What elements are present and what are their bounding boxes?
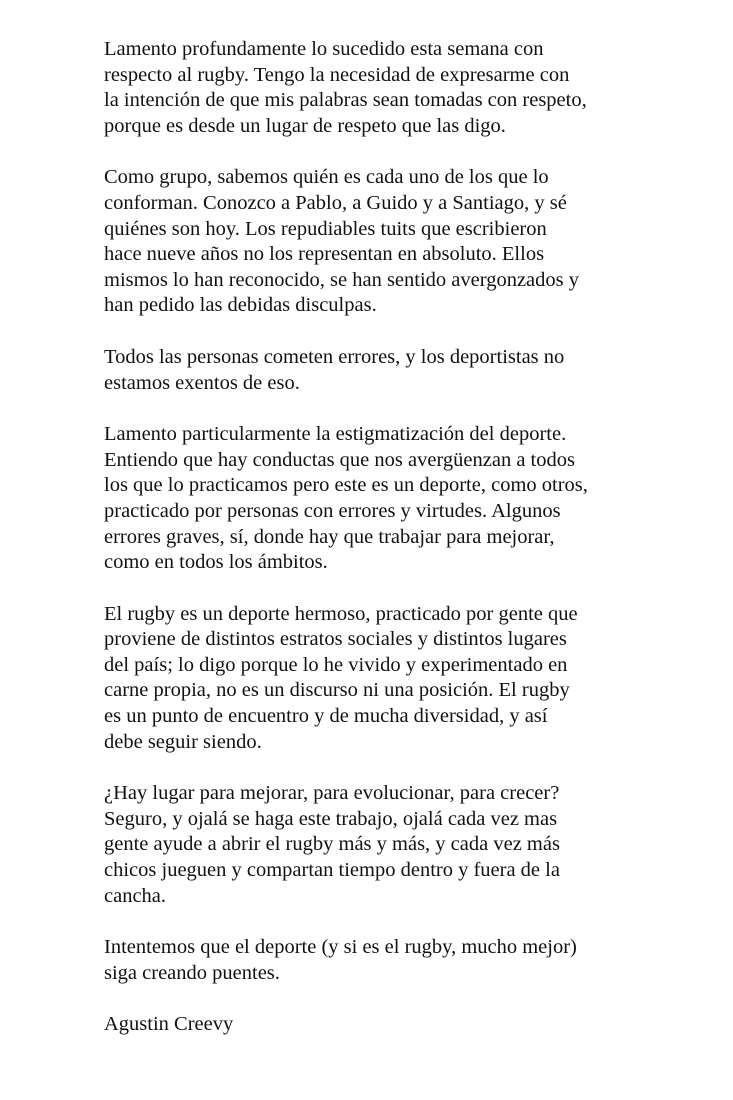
text-line: gente ayude a abrir el rugby más y más, y cada vez más: [104, 833, 560, 856]
paragraph-4: [104, 422, 704, 576]
text-line: quiénes son hoy. Los repudiables tuits que escribieron: [104, 217, 547, 240]
text-line: errores graves, sí, donde hay que trabajar para mejorar,: [104, 525, 555, 548]
text-line: estamos exentos de eso.: [104, 371, 300, 394]
text-line: los que lo practicamos pero este es un deporte, como otros,: [104, 474, 588, 497]
text-line: han pedido las debidas disculpas.: [104, 294, 377, 317]
paragraph-5: [104, 602, 704, 756]
text-line: ¿Hay lugar para mejorar, para evolucionar, para crecer?: [104, 782, 560, 805]
text-line: Como grupo, sabemos quién es cada uno de los que lo: [104, 166, 549, 189]
letter-document: [104, 37, 704, 1038]
paragraph-3: [104, 345, 704, 396]
text-line: El rugby es un deporte hermoso, practicado por gente que: [104, 602, 578, 625]
text-line: carne propia, no es un discurso ni una posición. El rugby: [104, 679, 570, 702]
text-line: proviene de distintos estratos sociales y distintos lugares: [104, 628, 567, 651]
text-line: porque es desde un lugar de respeto que las digo.: [104, 114, 506, 137]
text-line: debe seguir siendo.: [104, 730, 262, 753]
text-line: cancha.: [104, 884, 167, 907]
text-line: Lamento particularmente la estigmatización del deporte.: [104, 423, 567, 446]
text-line: hace nueve años no los representan en absoluto. Ellos: [104, 243, 545, 266]
text-line: respecto al rugby. Tengo la necesidad de expresarme con: [104, 63, 570, 86]
text-line: del país; lo digo porque lo he vivido y experimentado en: [104, 653, 568, 676]
text-line: chicos jueguen y compartan tiempo dentro y fuera de la: [104, 859, 560, 882]
signature: [104, 1012, 704, 1038]
text-line: practicado por personas con errores y virtudes. Algunos: [104, 499, 561, 522]
text-line: Entiendo que hay conductas que nos avergüenzan a todos: [104, 448, 575, 471]
text-line: Lamento profundamente lo sucedido esta semana con: [104, 38, 544, 60]
text-line: la intención de que mis palabras sean tomadas con respeto,: [104, 89, 587, 112]
paragraph-6: [104, 781, 704, 909]
paragraph-7: [104, 935, 704, 986]
text-line: mismos lo han reconocido, se han sentido avergonzados y: [104, 268, 580, 291]
text-line: como en todos los ámbitos.: [104, 551, 328, 574]
text-line: Todos las personas cometen errores, y los deportistas no: [104, 345, 565, 368]
paragraph-2: [104, 165, 704, 319]
text-line: es un punto de encuentro y de mucha diversidad, y así: [104, 705, 548, 728]
text-line: Seguro, y ojalá se haga este trabajo, ojalá cada vez mas: [104, 807, 558, 830]
signature-name: Agustin Creevy: [104, 1013, 234, 1036]
text-line: Intentemos que el deporte (y si es el rugby, mucho mejor): [104, 936, 577, 959]
text-line: conforman. Conozco a Pablo, a Guido y a Santiago, y sé: [104, 191, 567, 214]
paragraph-1: [104, 37, 704, 139]
text-line: siga creando puentes.: [104, 961, 280, 984]
